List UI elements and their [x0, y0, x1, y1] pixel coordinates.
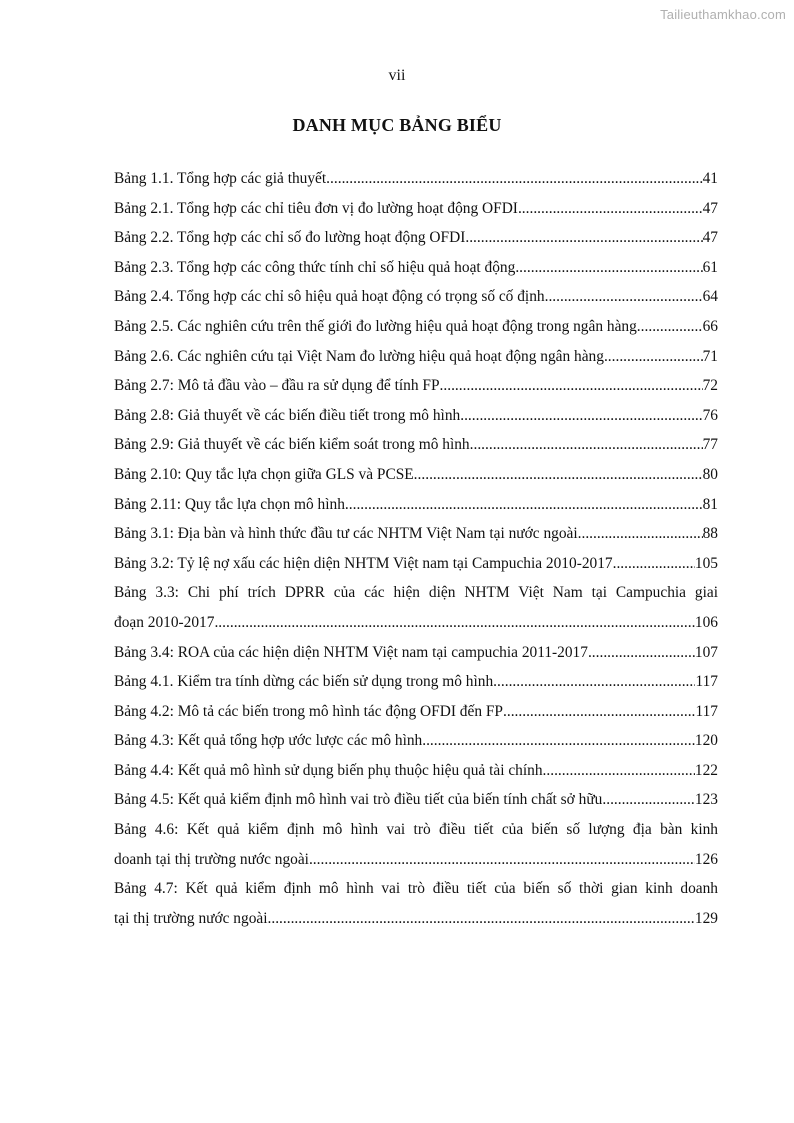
dot-leader [414, 460, 703, 490]
toc-entry[interactable] [114, 815, 718, 874]
toc-entry[interactable] [114, 194, 718, 224]
toc-entry-line2 [114, 608, 718, 638]
toc-entry[interactable] [114, 253, 718, 283]
page-title: DANH MỤC BẢNG BIỂU [292, 115, 502, 135]
toc-entry[interactable] [114, 874, 718, 933]
toc-entry-page: 129 [694, 909, 718, 927]
toc-entry[interactable] [114, 638, 718, 668]
toc-entry-label: Bảng 2.10: Quy tắc lựa chọn giữa GLS và PCSE [114, 465, 414, 483]
toc-entry-label: Bảng 4.3: Kết quả tổng hợp ước lược các mô hình [114, 732, 423, 750]
toc-entry-line2 [114, 845, 718, 875]
toc-entry-label: Bảng 4.1. Kiểm tra tính dừng các biến sử dụng trong mô hình [114, 673, 494, 691]
toc-entry-page: 88 [702, 525, 718, 543]
toc-entry[interactable] [114, 312, 718, 342]
dot-leader [515, 253, 702, 283]
toc-entry-label: Bảng 2.7: Mô tả đầu vào – đầu ra sử dụng để tính FP [114, 377, 440, 395]
toc-entry-label: doanh tại thị trường nước ngoài [114, 850, 309, 868]
toc-entry[interactable] [114, 490, 718, 520]
toc-entry-page: 41 [702, 170, 718, 187]
toc-entry-page: 117 [695, 702, 718, 720]
toc-entry-label: Bảng 2.5. Các nghiên cứu trên thế giới đo lường hiệu quả hoạt động trong ngân hàng [114, 317, 637, 335]
toc-entry-page: 71 [702, 347, 718, 365]
toc-entry-page: 122 [694, 761, 718, 779]
toc-entry-page: 61 [702, 258, 718, 276]
toc-entry-page: 126 [694, 850, 718, 868]
toc-entry[interactable] [114, 697, 718, 727]
toc-entry[interactable] [114, 460, 718, 490]
dot-leader [460, 401, 702, 431]
toc-entry-label: Bảng 4.5: Kết quả kiểm định mô hình vai trò điều tiết của biến tính chất sở hữu [114, 791, 603, 809]
toc-entry[interactable] [114, 401, 718, 431]
toc-entry-page: 106 [694, 613, 718, 631]
toc-entry-label: Bảng 2.9: Giả thuyết về các biến kiểm soát trong mô hình [114, 436, 470, 454]
toc-entry[interactable] [114, 519, 718, 549]
toc-entry-label: Bảng 4.4: Kết quả mô hình sử dụng biến phụ thuộc hiệu quả tài chính [114, 761, 543, 779]
toc-entry[interactable] [114, 726, 718, 756]
toc-entry-page: 107 [694, 643, 718, 661]
toc-entry-label: Bảng 2.3. Tổng hợp các công thức tính chỉ số hiệu quả hoạt động [114, 258, 516, 276]
toc-entry-label: Bảng 3.2: Tỷ lệ nợ xấu các hiện diện NHTM Việt nam tại Campuchia 2010-2017 [114, 554, 613, 572]
toc-entry-label: Bảng 3.4: ROA của các hiện diện NHTM Việt nam tại campuchia 2011-2017 [114, 643, 588, 661]
dot-leader [326, 164, 702, 194]
dot-leader [470, 430, 703, 460]
toc-entry-page: 80 [702, 465, 718, 483]
toc-entry-label: Bảng 4.2: Mô tả các biến trong mô hình tác động OFDI đến FP [114, 702, 503, 720]
toc-entry-page: 117 [695, 673, 718, 691]
toc-entry-label: Bảng 2.6. Các nghiên cứu tại Việt Nam đo lường hiệu quả hoạt động ngân hàng [114, 347, 604, 365]
toc-entry-label: Bảng 2.11: Quy tắc lựa chọn mô hình [114, 495, 345, 513]
toc-entry-page: 47 [702, 229, 718, 247]
toc-entry-page: 81 [702, 495, 718, 513]
toc-entry[interactable] [114, 223, 718, 253]
toc-entry-label-line1: Bảng 4.6: Kết quả kiểm định mô hình vai trò điều tiết của biến số lượng địa bàn kinh [114, 821, 718, 839]
toc-entry-page: 64 [702, 288, 718, 306]
toc-entry-label: Bảng 2.1. Tổng hợp các chỉ tiêu đơn vị đo lường hoạt động OFDI [114, 199, 518, 217]
dot-leader [493, 667, 695, 697]
toc-entry-line2 [114, 904, 718, 934]
dot-leader [422, 726, 695, 756]
toc-entry-page: 120 [694, 732, 718, 750]
dot-leader [518, 194, 703, 224]
toc-entry[interactable] [114, 549, 718, 579]
table-of-tables [114, 164, 718, 933]
toc-entry-page: 105 [694, 554, 718, 572]
toc-entry[interactable] [114, 371, 718, 401]
toc-entry-label-line1: Bảng 4.7: Kết quả kiểm định mô hình vai trò điều tiết của biến số thời gian kinh doanh [114, 880, 718, 898]
toc-entry[interactable] [114, 785, 718, 815]
toc-entry-label: tại thị trường nước ngoài [114, 909, 268, 927]
toc-entry-label: đoạn 2010-2017 [114, 613, 215, 631]
dot-leader [268, 904, 695, 934]
dot-leader [602, 785, 695, 815]
toc-entry-label: Bảng 1.1. Tổng hợp các giả thuyết [114, 170, 327, 187]
dot-leader [545, 282, 703, 312]
toc-entry-page: 72 [702, 377, 718, 395]
dot-leader [543, 756, 695, 786]
toc-entry[interactable] [114, 164, 718, 194]
toc-entry-label: Bảng 2.8: Giả thuyết về các biến điều tiết trong mô hình [114, 406, 461, 424]
toc-entry[interactable] [114, 430, 718, 460]
page-number: vii [388, 67, 406, 84]
toc-entry-page: 66 [702, 317, 718, 335]
dot-leader [309, 845, 695, 875]
toc-entry-page: 76 [702, 406, 718, 424]
toc-entry-label: Bảng 2.4. Tổng hợp các chỉ sô hiệu quả hoạt động có trọng số cố định [114, 288, 545, 306]
dot-leader [440, 371, 703, 401]
toc-entry-label: Bảng 3.1: Địa bàn và hình thức đầu tư các NHTM Việt Nam tại nước ngoài [114, 525, 578, 543]
dot-leader [604, 342, 703, 372]
dot-leader [637, 312, 703, 342]
toc-entry[interactable] [114, 342, 718, 372]
toc-entry[interactable] [114, 756, 718, 786]
watermark: Tailieuthamkhao.com [660, 7, 786, 22]
dot-leader [613, 549, 695, 579]
toc-entry[interactable] [114, 578, 718, 637]
dot-leader [578, 519, 703, 549]
toc-entry[interactable] [114, 282, 718, 312]
toc-entry-page: 47 [702, 199, 718, 217]
toc-entry-label-line1: Bảng 3.3: Chi phí trích DPRR của các hiện diện NHTM Việt Nam tại Campuchia giai [114, 584, 718, 602]
toc-entry-label: Bảng 2.2. Tổng hợp các chỉ số đo lường hoạt động OFDI [114, 229, 466, 247]
toc-entry[interactable] [114, 667, 718, 697]
toc-entry-page: 123 [694, 791, 718, 809]
dot-leader [465, 223, 702, 253]
toc-entry-page: 77 [702, 436, 718, 454]
dot-leader [503, 697, 695, 727]
dot-leader [588, 638, 695, 668]
dot-leader [345, 490, 703, 520]
dot-leader [214, 608, 694, 638]
